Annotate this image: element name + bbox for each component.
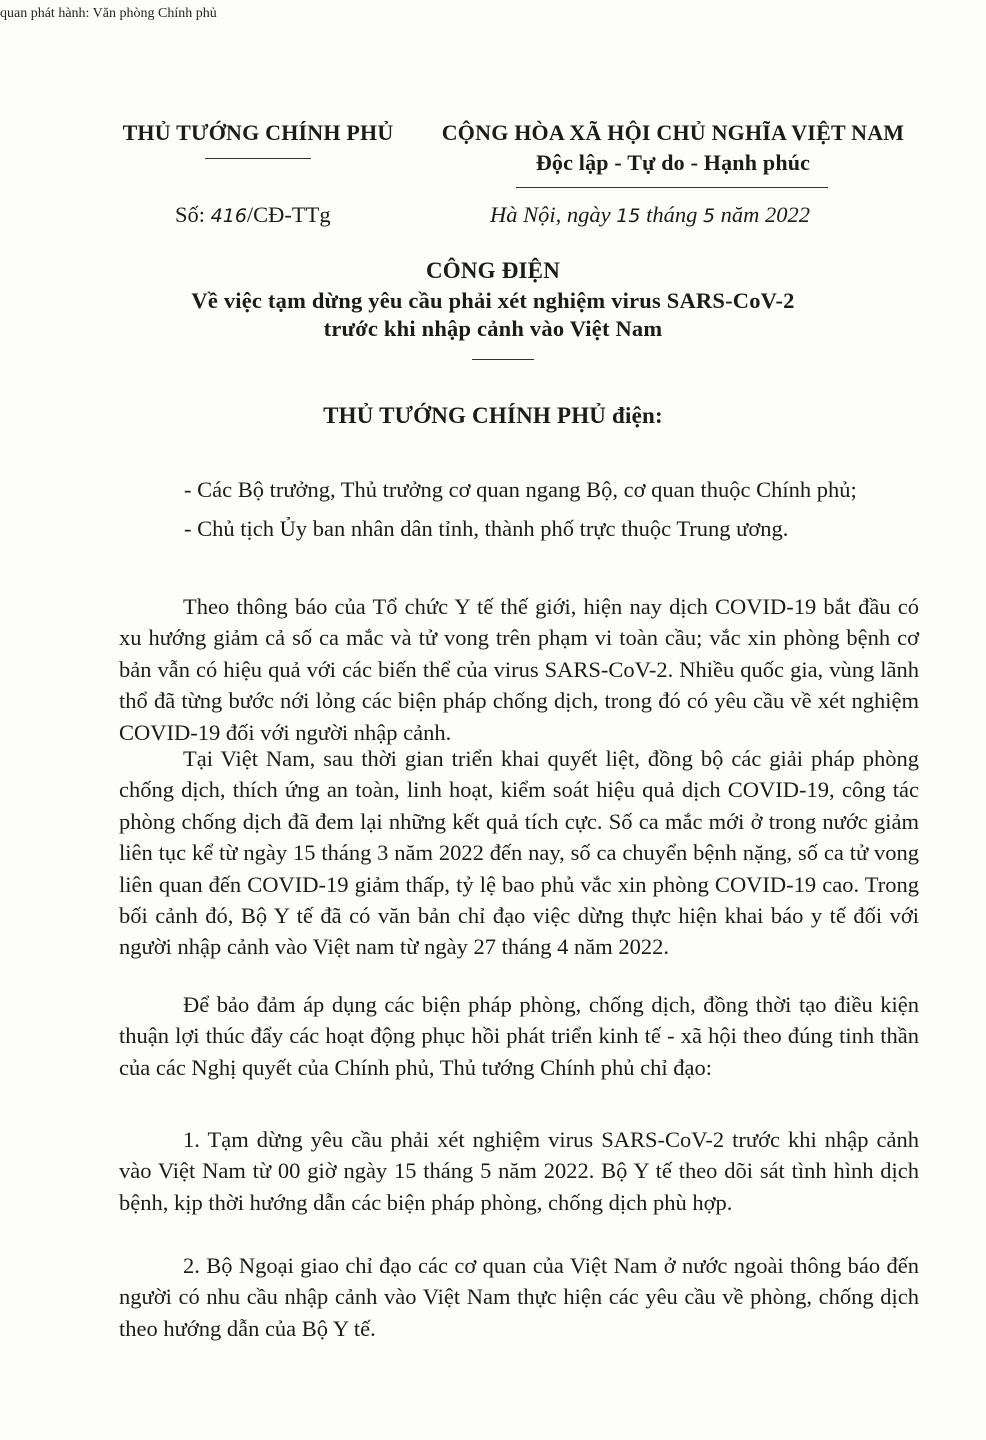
- date-suffix: năm 2022: [720, 202, 811, 227]
- recipient-1: - Các Bộ trưởng, Thủ trưởng cơ quan ngang Bộ, cơ quan thuộc Chính phủ;: [184, 477, 857, 502]
- number-handwritten: 416: [210, 205, 247, 227]
- date-mid: tháng: [646, 202, 698, 227]
- number-prefix: Số:: [175, 202, 206, 227]
- date-prefix: Hà Nội, ngày: [490, 202, 611, 227]
- paragraph-2: Tại Việt Nam, sau thời gian triển khai quyết liệt, đồng bộ các giải pháp phòng chống dịch, thích ứng an toàn, linh hoạt, kiểm soát hiệu quả dịch COVID-19, công tác phòng chống dịch đã đem lại những kết quả tích cực. Số ca mắc mới ở trong nước giảm liên tục kể từ ngày 15 tháng 3 năm 2022 đến nay, số ca chuyển bệnh nặng, số ca tử vong liên quan đến COVID-19 giảm thấp, tỷ lệ bao phủ vắc xin phòng COVID-19 cao. Trong bối cảnh đó, Bộ Y tế đã có văn bản chỉ đạo việc dừng thực hiện khai báo y tế đối với người nhập cảnh vào Việt nam từ ngày 27 tháng 4 năm 2022.: [119, 746, 919, 960]
- recipient-2: - Chủ tịch Ủy ban nhân dân tỉnh, thành phố trực thuộc Trung ương.: [184, 516, 789, 541]
- subject-line-2: trước khi nhập cảnh vào Việt Nam: [323, 316, 663, 341]
- subject-line-1: Về việc tạm dừng yêu cầu phải xét nghiệm virus SARS-CoV-2: [191, 288, 795, 313]
- sender-heading: THỦ TƯỚNG CHÍNH PHỦ điện:: [323, 403, 663, 428]
- date-month: 5: [702, 205, 716, 227]
- document-number: [175, 199, 331, 232]
- paragraph-5: 2. Bộ Ngoại giao chỉ đạo các cơ quan của Việt Nam ở nước ngoài thông báo đến người có nhu cầu nhập cảnh vào Việt Nam thực hiện các yêu cầu về phòng, chống dịch theo hướng dẫn của Bộ Y tế.: [119, 1253, 919, 1341]
- source-line: quan phát hành: Văn phòng Chính phủ: [0, 6, 217, 21]
- issuer-underline: [205, 158, 311, 159]
- number-suffix: /CĐ-TTg: [246, 202, 331, 227]
- document-type: CÔNG ĐIỆN: [425, 258, 561, 283]
- issuer-title: THỦ TƯỚNG CHÍNH PHỦ: [122, 120, 394, 145]
- motto-underline: [516, 187, 828, 188]
- subject-underline: [472, 359, 534, 360]
- motto: Độc lập - Tự do - Hạnh phúc: [535, 150, 811, 175]
- paragraph-4: 1. Tạm dừng yêu cầu phải xét nghiệm virus SARS-CoV-2 trước khi nhập cảnh vào Việt Nam từ 00 giờ ngày 15 tháng 5 năm 2022. Bộ Y tế theo dõi sát tình hình dịch bệnh, kịp thời hướng dẫn các biện pháp phòng, chống dịch phù hợp.: [119, 1127, 919, 1215]
- document-date: [490, 199, 810, 232]
- nation-title: CỘNG HÒA XÃ HỘI CHỦ NGHĨA VIỆT NAM: [441, 120, 905, 145]
- date-day: 15: [616, 205, 641, 227]
- paragraph-3: Để bảo đảm áp dụng các biện pháp phòng, chống dịch, đồng thời tạo điều kiện thuận lợi thúc đẩy các hoạt động phục hồi phát triển kinh tế - xã hội theo đúng tinh thần của các Nghị quyết của Chính phủ, Thủ tướng Chính phủ chỉ đạo:: [119, 992, 919, 1080]
- paragraph-1: Theo thông báo của Tổ chức Y tế thế giới, hiện nay dịch COVID-19 bắt đầu có xu hướng giảm cả số ca mắc và tử vong trên phạm vi toàn cầu; vắc xin phòng bệnh cơ bản vẫn có hiệu quả với các biến thể của virus SARS-CoV-2. Nhiều quốc gia, vùng lãnh thổ đã từng bước nới lỏng các biện pháp chống dịch, trong đó có yêu cầu về xét nghiệm COVID-19 đối với người nhập cảnh.: [119, 594, 919, 745]
